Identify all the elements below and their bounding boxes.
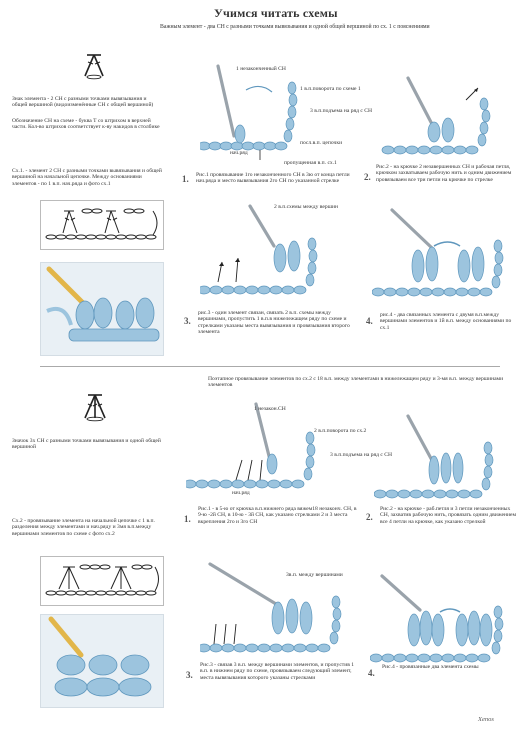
symbol-description: Знак элемента - 2 СН с разными точками вывязывания и общей вершиной (видоизменённые СН с общей вершиной) [12,96,154,109]
figure4-caption: рис.4 - два связанных элемента с двумя в.п.между вершинами элементов и 1й в.п. между основаниями по сх.1 [380,312,512,331]
symbol2-description: Значок 3х СН с разными точками вывязывания и одной общей вершиной [12,438,161,451]
scheme1-description: Сх.1. - элемент 2 СН с разными точками вывязывания и общей вершиной на начальной цепочке. Между основаниями элементов - по 1 в.п. нач.ряда и фото сх.1 [12,168,162,187]
scheme2-diagram [40,556,164,606]
figure2-2-number: 2. [366,512,373,522]
figure1-illustration [200,60,350,170]
label2-lift-ch: 3 в.п.подъема на ряд с СН [330,452,393,458]
signature: Xenos [478,716,494,723]
figure2-3-number: 3. [186,670,193,680]
dc-symbol-icon [80,52,108,80]
label2-first-ch: 1 незакон.СН [254,406,286,412]
figure3-caption: рис.3 - один элемент связан, связать 2 в.п. схемы между вершинами, пропустить 1 в.п.в нижележащем ряду по схеме и стрелками указаны места вывязывания и провязывания второго элемента [198,310,350,336]
figure2-2-illustration [374,410,518,506]
scheme2-photo [40,614,164,708]
label2-turn-ch: 2 в.п.поворота по сх.2 [314,428,367,434]
page-subtitle: Важным элемент - два СН с разными точками вывязывания и одной общей вершиной по сх. 1 с пояснениями [160,24,430,30]
figure2-4-caption: Рис.4 - провязанные два элемента схемы [382,664,479,670]
tr-symbol-icon [80,392,110,422]
figure1-number: 1. [182,174,189,184]
scheme2-description: Сх.2 - провязывание элемента на начальной цепочке с 1 в.п. разделения между элементами и нач.ряду и 3мя в.п.между вершинами элементов по схеме с фото сх.2 [12,518,155,537]
label2-between-tops: 3в.п. между вершинами [286,572,343,578]
scheme1-diagram [40,200,164,250]
section-divider [40,366,500,367]
figure4-illustration [372,196,518,306]
figure2-2-caption: Рис.2 - на крючке - раб.петля и 3 петли незаконченных СН, захватив рабочую нить, провязать одним движением все 4 петли на крючке, как указано стрелкой [380,506,517,525]
figure2-3-caption: Рис.3 - связав 3 в.п. между вершинами элементов, и пропустив 1 в.п. в нижнем ряду по схеме, провязываем следующий элемент, места вывязывания которого указаны стрелками [200,662,355,681]
figure2-1-illustration [186,400,356,500]
label-skip-ch: пропущенная в.п. сх.1 [284,160,337,166]
figure2-illustration [378,70,518,162]
figure3-number: 3. [184,316,191,326]
section2-intro: Поэтапное провязывание элементов по сх.2 с 18 в.п. между элементами в нижележащем ряду и 3-мя в.п. между вершинами элементов [208,376,504,389]
figure4-number: 4. [366,316,373,326]
label-between-tops: 2 в.п.схемы между вершин [274,204,338,210]
scheme1-photo [40,262,164,356]
page-title: Учимся читать схемы [214,6,338,20]
label-turn-ch: 1 в.п.поворота по схеме 1 [300,86,361,92]
label-start-row: нач.ряд [230,150,248,156]
figure2-4-illustration [370,568,518,668]
figure2-4-number: 4. [368,668,375,678]
figure2-number: 2. [364,172,371,182]
symbol-note: Обозначение СН на схеме - буква Т со штрихом в верхней части. Кол-во штрихов соответствует к-ву накидов в столбике [12,118,160,131]
figure3-illustration [200,196,350,306]
label-last-ch: посл.в.п. цепочки [300,140,343,146]
figure2-1-number: 1. [184,514,191,524]
label2-start-row: нач.ряд [232,490,250,496]
label-lift-ch: 3 в.п.подъема на ряд с СН [310,108,373,114]
figure2-1-caption: Рис.1 - в 5-ю от крючка в.п.нижнего ряда вяжем18 незаконч. СН, в 9-ю -2й СН, в 10-ю - 3й СН, как указано стрелками 2 и 3 места вкрепления 2го и 3го СН [198,506,357,525]
figure2-caption: Рис.2 - на крючке 2 незавершенных СН и рабочая петля, крючком захватываем рабочую нить и одним движением провязываем все три петли на крючке по стрелке [376,164,512,183]
label-first-ch: 1 незаконченный СН [236,66,286,72]
figure1-caption: Рис.1 провязывание 1го незаконченного СН в 3ю от конца петли нач.ряда и место вывязывания 2го СН по указанной стрелке [196,172,350,185]
